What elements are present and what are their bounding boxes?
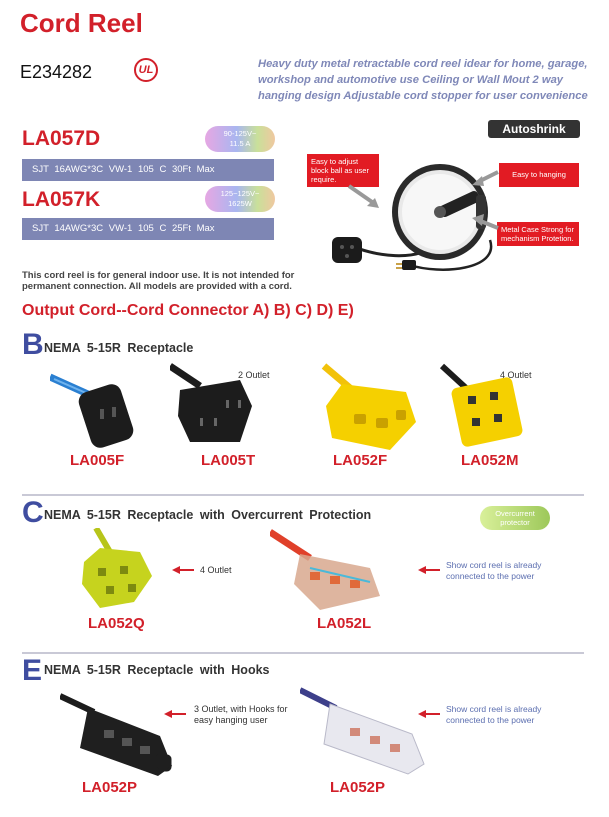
product-image-la052p-clear <box>300 686 430 776</box>
product-note: 2 Outlet <box>238 370 270 380</box>
callout-hanging: Easy to hanging <box>499 163 579 187</box>
product-image-la005f <box>50 365 140 450</box>
product-label: LA052L <box>317 615 372 632</box>
product-label: LA052Q <box>88 615 145 632</box>
product-image-la052f <box>320 362 420 452</box>
overcurrent-badge: Overcurrent protector <box>480 506 550 530</box>
product-label: LA052P <box>82 779 138 796</box>
product-image-la052l <box>270 524 400 614</box>
ul-logo: UL <box>134 58 158 82</box>
product-note: 4 Outlet <box>200 565 232 575</box>
product-label: LA005F <box>70 452 125 469</box>
section-e-title: NEMA 5-15R Receptacle with Hooks <box>44 663 270 677</box>
section-letter-c: C <box>22 496 44 529</box>
voltage-badge: 90-125V~ 11.5 A <box>205 126 275 152</box>
certification-number: E234282 <box>20 62 93 82</box>
callout-block-ball: Easy to adjust block ball as user require. <box>307 154 379 187</box>
usage-notice: This cord reel is for general indoor use. It is not intended for permanent connection. All models are provided with a cord. <box>22 270 295 292</box>
product-label: LA005T <box>201 452 256 469</box>
arrow-icon <box>345 182 385 212</box>
spec-bar: SJT 14AWG*3C VW-1 105 C 25Ft Max <box>22 218 274 240</box>
voltage-badge: 125~125V~ 1625W <box>205 186 275 212</box>
product-label: LA052F <box>333 452 388 469</box>
product-note: Show cord reel is already connected to the power <box>446 560 542 581</box>
section-divider <box>22 652 584 654</box>
section-letter-e: E <box>22 654 43 687</box>
model-la057k: LA057K <box>22 188 101 211</box>
product-description: Heavy duty metal retractable cord reel idear for home, garage, workshop and automotive use Ceiling or Wall Mout 2 way hanging design Adjustable cord stopper for user convenience <box>258 58 588 102</box>
product-image-la052q <box>70 528 160 612</box>
section-c-title: NEMA 5-15R Receptacle with Overcurrent Protection <box>44 508 372 522</box>
product-image-la052p <box>60 690 180 780</box>
product-note: Show cord reel is already connected to the power <box>446 704 542 725</box>
autoshrink-badge: Autoshrink <box>488 120 580 138</box>
output-cord-heading: Output Cord--Cord Connector A) B) C) D) E) <box>22 302 354 319</box>
product-label: LA052P <box>330 779 386 796</box>
section-b-title: NEMA 5-15R Receptacle <box>44 341 194 355</box>
section-divider <box>22 494 584 496</box>
callout-metal-case: Metal Case Strong for mechanism Protetion. <box>497 222 579 246</box>
arrow-icon <box>470 168 500 188</box>
arrow-left-icon <box>418 566 440 574</box>
section-letter-b: B <box>22 328 44 361</box>
product-note: 3 Outlet, with Hooks for easy hanging user <box>194 704 288 725</box>
arrow-left-icon <box>164 710 186 718</box>
page-title: Cord Reel <box>20 8 143 38</box>
arrow-left-icon <box>418 710 440 718</box>
product-note: 4 Outlet <box>500 370 532 380</box>
model-la057d: LA057D <box>22 127 101 150</box>
arrow-icon <box>470 214 500 234</box>
arrow-left-icon <box>172 566 194 574</box>
product-label: LA052M <box>461 452 519 469</box>
spec-bar: SJT 16AWG*3C VW-1 105 C 30Ft Max <box>22 159 274 181</box>
